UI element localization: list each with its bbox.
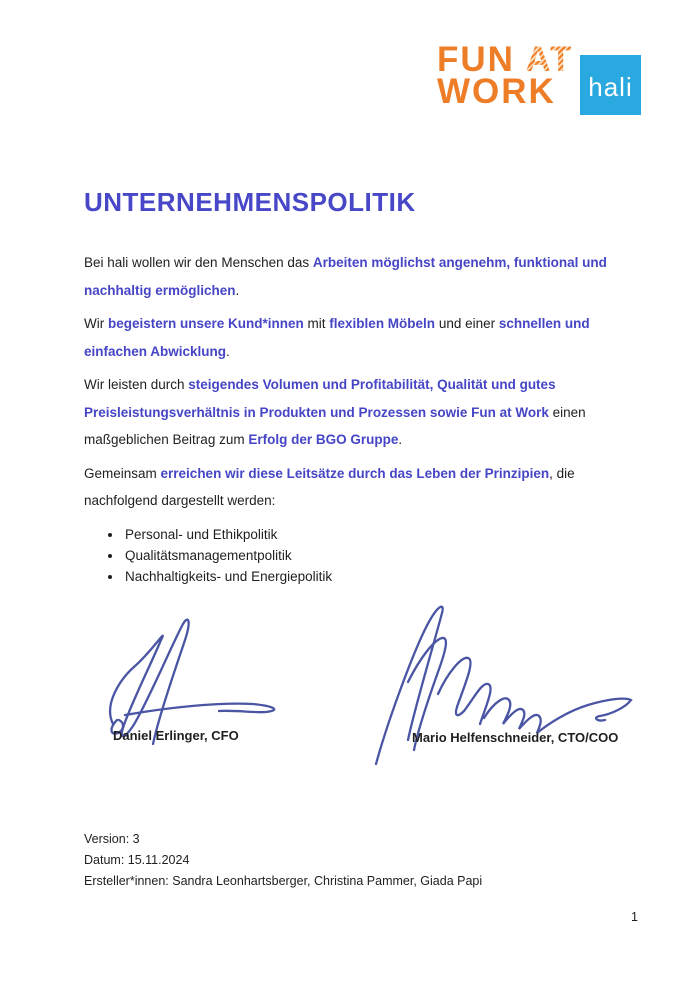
paragraph-text: . <box>226 343 230 359</box>
paragraph-text: . <box>398 432 403 447</box>
document-body <box>84 249 640 587</box>
paragraph-text: , die nachfolgend dargestellt werden: <box>84 465 575 508</box>
document-footer <box>84 829 482 892</box>
paragraph-emphasis-text: flexiblen Möbeln <box>329 316 436 331</box>
hali-logo-text: hali <box>588 71 633 102</box>
paragraph-text: Wir <box>84 316 108 331</box>
paragraph-emphasis-text: schnellen und einfachen Abwicklung <box>84 316 590 359</box>
logo-work-text: WORK <box>437 72 556 111</box>
paragraph-text: Gemeinsam <box>84 465 161 481</box>
policy-paragraphs <box>84 249 640 515</box>
policy-paragraph <box>84 310 640 365</box>
paragraph-text: Wir leisten durch <box>84 377 189 392</box>
paragraph-emphasis-text: erreichen wir diese Leitsätze durch das Leben der Prinzipien <box>160 465 550 481</box>
page-number: 1 <box>631 910 638 924</box>
policy-bullet-item: • Nachhaltigkeits- und Energiepolitik <box>123 566 640 587</box>
page-title: UNTERNEHMENSPOLITIK <box>84 187 416 218</box>
footer-version: Version: 3 <box>84 832 140 846</box>
paragraph-emphasis-text: Arbeiten möglichst angenehm, funktional und nachhaltig ermöglichen <box>84 255 607 298</box>
paragraph-text: Bei hali wollen wir den Menschen das <box>84 255 313 270</box>
policy-bullet-item: • Personal- und Ethikpolitik <box>123 524 640 545</box>
signature-ink-daniel-erlinger <box>95 612 330 747</box>
logo-at-text: AT <box>525 40 574 79</box>
logo-line-bottom <box>437 72 573 111</box>
paragraph-text: und einer <box>435 316 499 331</box>
signatory-name-cto-coo: Mario Helfenschneider, CTO/COO <box>412 730 619 745</box>
paragraph-emphasis-text: begeistern unsere Kund*innen <box>108 316 304 331</box>
paragraph-text: . <box>235 282 240 298</box>
paragraph-text: einen maßgeblichen Beitrag zum <box>84 404 586 447</box>
signatory-name-cfo: Daniel Erlinger, CFO <box>113 728 239 743</box>
logo-fun-text: FUN <box>437 40 515 79</box>
paragraph-emphasis-text: Erfolg der BGO Gruppe <box>248 432 399 447</box>
fun-at-work-logo <box>437 40 574 111</box>
footer-authors: Ersteller*innen: Sandra Leonhartsberger, Christina Pammer, Giada Papi <box>84 874 483 888</box>
policy-paragraph <box>84 371 640 454</box>
policy-bullets <box>84 524 640 588</box>
paragraph-text: mit <box>303 316 330 331</box>
policy-bullet-item: • Qualitätsmanagementpolitik <box>123 545 640 566</box>
policy-paragraph <box>84 249 640 304</box>
paragraph-emphasis-text: steigendes Volumen und Profitabilität, Qualität und gutes Preisleistungsverhältnis in Produkten und Prozessen sowie Fun at Work <box>84 377 556 420</box>
footer-date: Datum: 15.11.2024 <box>84 853 190 867</box>
policy-paragraph <box>84 460 640 515</box>
hali-logo <box>580 55 641 115</box>
